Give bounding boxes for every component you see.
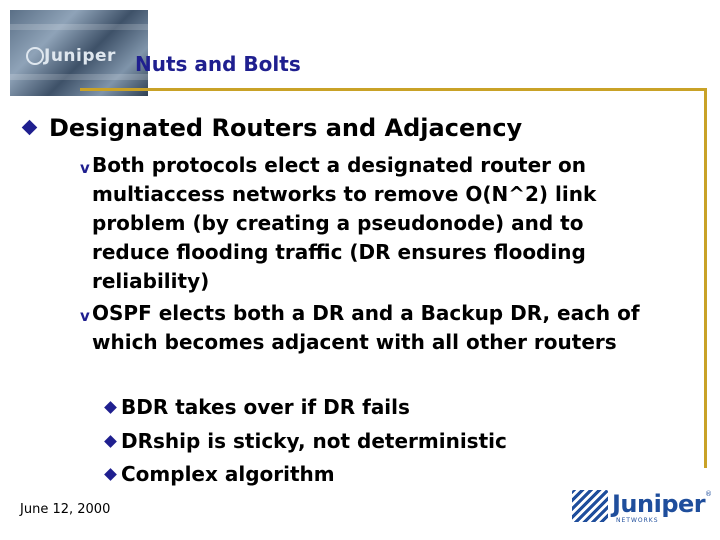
- header-logo-photo: [10, 10, 148, 96]
- globe-icon: [26, 47, 44, 65]
- v-check-bullet-icon: v: [80, 159, 90, 177]
- v-check-bullet-icon: v: [80, 307, 90, 325]
- diamond-bullet-icon: [22, 120, 38, 136]
- footer-logo: [572, 490, 712, 528]
- diamond-bullet-icon: [104, 401, 117, 414]
- title-rule-horizontal: [80, 88, 707, 91]
- footer-logo-subtext: NETWORKS: [616, 517, 659, 524]
- sub-sub-bullet-2: [106, 427, 507, 456]
- footer-logo-word: Juniper: [612, 490, 706, 518]
- sub-sub-bullet-text: DRship is sticky, not deterministic: [121, 429, 507, 453]
- sub-sub-bullet-text: BDR takes over if DR fails: [121, 395, 410, 419]
- sub-sub-bullet-text: Complex algorithm: [121, 462, 335, 486]
- sub-bullet-text: OSPF elects both a DR and a Backup DR, each of which becomes adjacent with all other routers: [92, 301, 640, 354]
- title-rule-vertical: [704, 88, 707, 468]
- diamond-bullet-icon: [104, 435, 117, 448]
- sub-bullet-text: Both protocols elect a designated router on multiaccess networks to remove O(N^2) link problem (by creating a pseudonode) and to reduce flooding traffic (DR ensures flooding reliability): [92, 153, 597, 293]
- main-bullet-text: Designated Routers and Adjacency: [49, 114, 523, 142]
- registered-mark: ®: [705, 490, 712, 498]
- footer-date: June 12, 2000: [20, 502, 111, 517]
- diamond-bullet-icon: [104, 468, 117, 481]
- slide-title: Nuts and Bolts: [135, 52, 301, 76]
- header-logo-text: Juniper: [44, 46, 116, 66]
- juniper-logo-icon: [572, 490, 608, 522]
- sub-sub-bullet-1: [106, 393, 410, 422]
- main-bullet: [24, 114, 522, 142]
- sub-sub-bullet-3: [106, 460, 335, 489]
